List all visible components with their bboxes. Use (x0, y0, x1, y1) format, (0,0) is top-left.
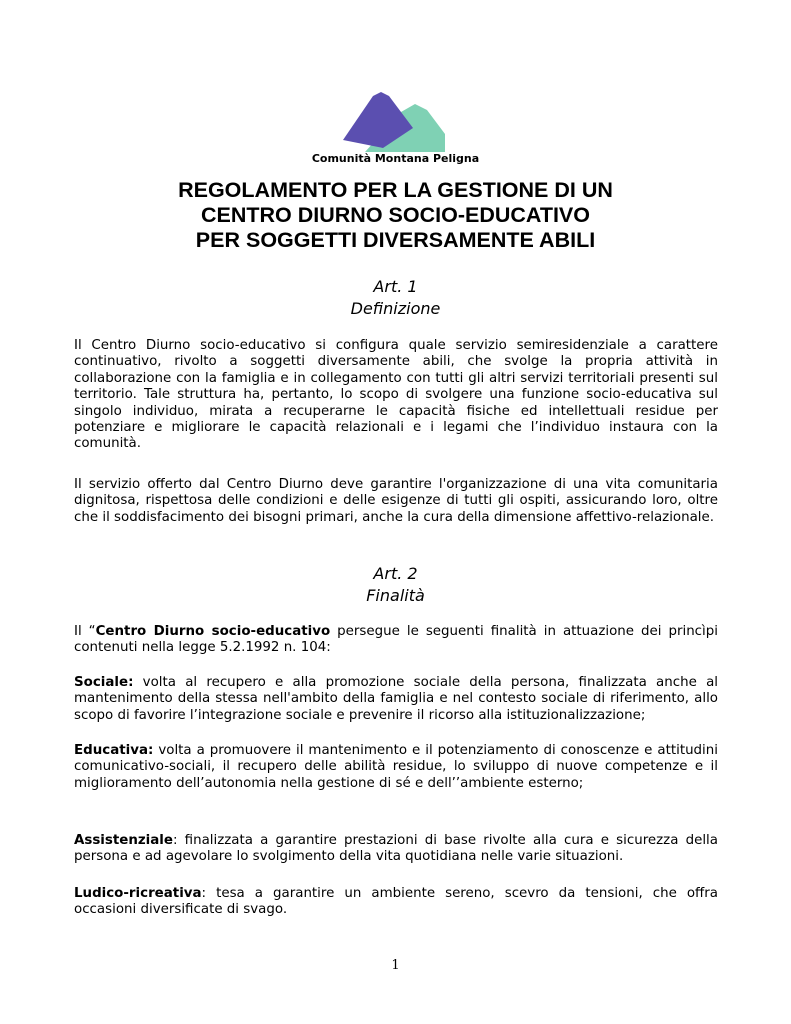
title-line-2: CENTRO DIURNO SOCIO-EDUCATIVO (201, 203, 590, 227)
comunita-montana-logo (343, 90, 445, 152)
finality-text: volta a promuovere il mantenimento e il potenziamento di conoscenze e attitudini comunicativo-sociali, il recupero delle abilità residue, lo sviluppo di nuove competenze e il miglioramento dell’autonomia nella gestione di sé e dell’’ambiente esterno; (74, 743, 718, 791)
intro-prefix: Il “ (74, 624, 96, 639)
finality-term: Ludico-ricreativa (74, 886, 202, 901)
finality-ludico-ricreativa (74, 886, 718, 919)
title-line-1: REGOLAMENTO PER LA GESTIONE DI UN (178, 178, 613, 202)
article-1-number: Art. 1 (373, 277, 418, 296)
article-1-paragraph-2: Il servizio offerto dal Centro Diurno deve garantire l'organizzazione di una vita comunitaria dignitosa, rispettosa delle condizioni e delle esigenze di tutti gli ospiti, assicurando loro, oltre che il soddisfacimento dei bisogni primari, anche la cura della dimensione affettivo-relazionale. (74, 477, 718, 525)
finality-text: volta al recupero e alla promozione sociale della persona, finalizzata anche al mantenimento della stessa nell'ambito della famiglia e nel contesto sociale di riferimento, allo scopo di favorire l’integrazione sociale e prevenire il ricorso alla istituzionalizzazione; (74, 675, 718, 723)
finality-term: Assistenziale (74, 833, 173, 848)
finality-assistenziale (74, 833, 718, 866)
article-2-intro (74, 624, 718, 657)
article-1-heading (0, 276, 791, 320)
article-1-title: Definizione (350, 299, 441, 318)
page-number: 1 (391, 958, 400, 973)
finality-educativa (74, 743, 718, 792)
article-2-title: Finalità (366, 586, 425, 605)
article-2-number: Art. 2 (373, 564, 418, 583)
finality-term: Sociale: (74, 675, 134, 690)
title-line-3: PER SOGGETTI DIVERSAMENTE ABILI (195, 228, 596, 252)
article-1-paragraph-1: Il Centro Diurno socio-educativo si configura quale servizio semiresidenziale a carattere continuativo, rivolto a soggetti diversamente abili, che svolge la propria attività in collaborazione con la famiglia e in collegamento con tutti gli altri servizi territoriali presenti sul territorio. Tale struttura ha, pertanto, lo scopo di svolgere una funzione socio-educativa sul singolo individuo, mirata a recuperarne le capacità fisiche ed intellettuali residue per potenziare e migliorare le capacità relazionali e i legami che l’individuo instaura con la comunità. (74, 338, 718, 452)
finality-sociale (74, 675, 718, 724)
intro-text: persegue le seguenti finalità in attuazione dei princìpi contenuti nella legge 5.2.1992 n. 104: (74, 624, 718, 656)
article-2-heading (0, 563, 791, 607)
organization-name: Comunità Montana Peligna (311, 152, 480, 165)
finality-text: : tesa a garantire un ambiente sereno, scevro da tensioni, che offra occasioni diversificate di svago. (74, 886, 718, 918)
intro-bold-term: Centro Diurno socio-educativo (95, 624, 331, 639)
document-title (0, 178, 791, 253)
finality-text: : finalizzata a garantire prestazioni di base rivolte alla cura e sicurezza della persona e ad agevolare lo svolgimento della vita quotidiana nelle varie situazioni. (74, 833, 718, 865)
finality-term: Educativa: (74, 743, 154, 758)
